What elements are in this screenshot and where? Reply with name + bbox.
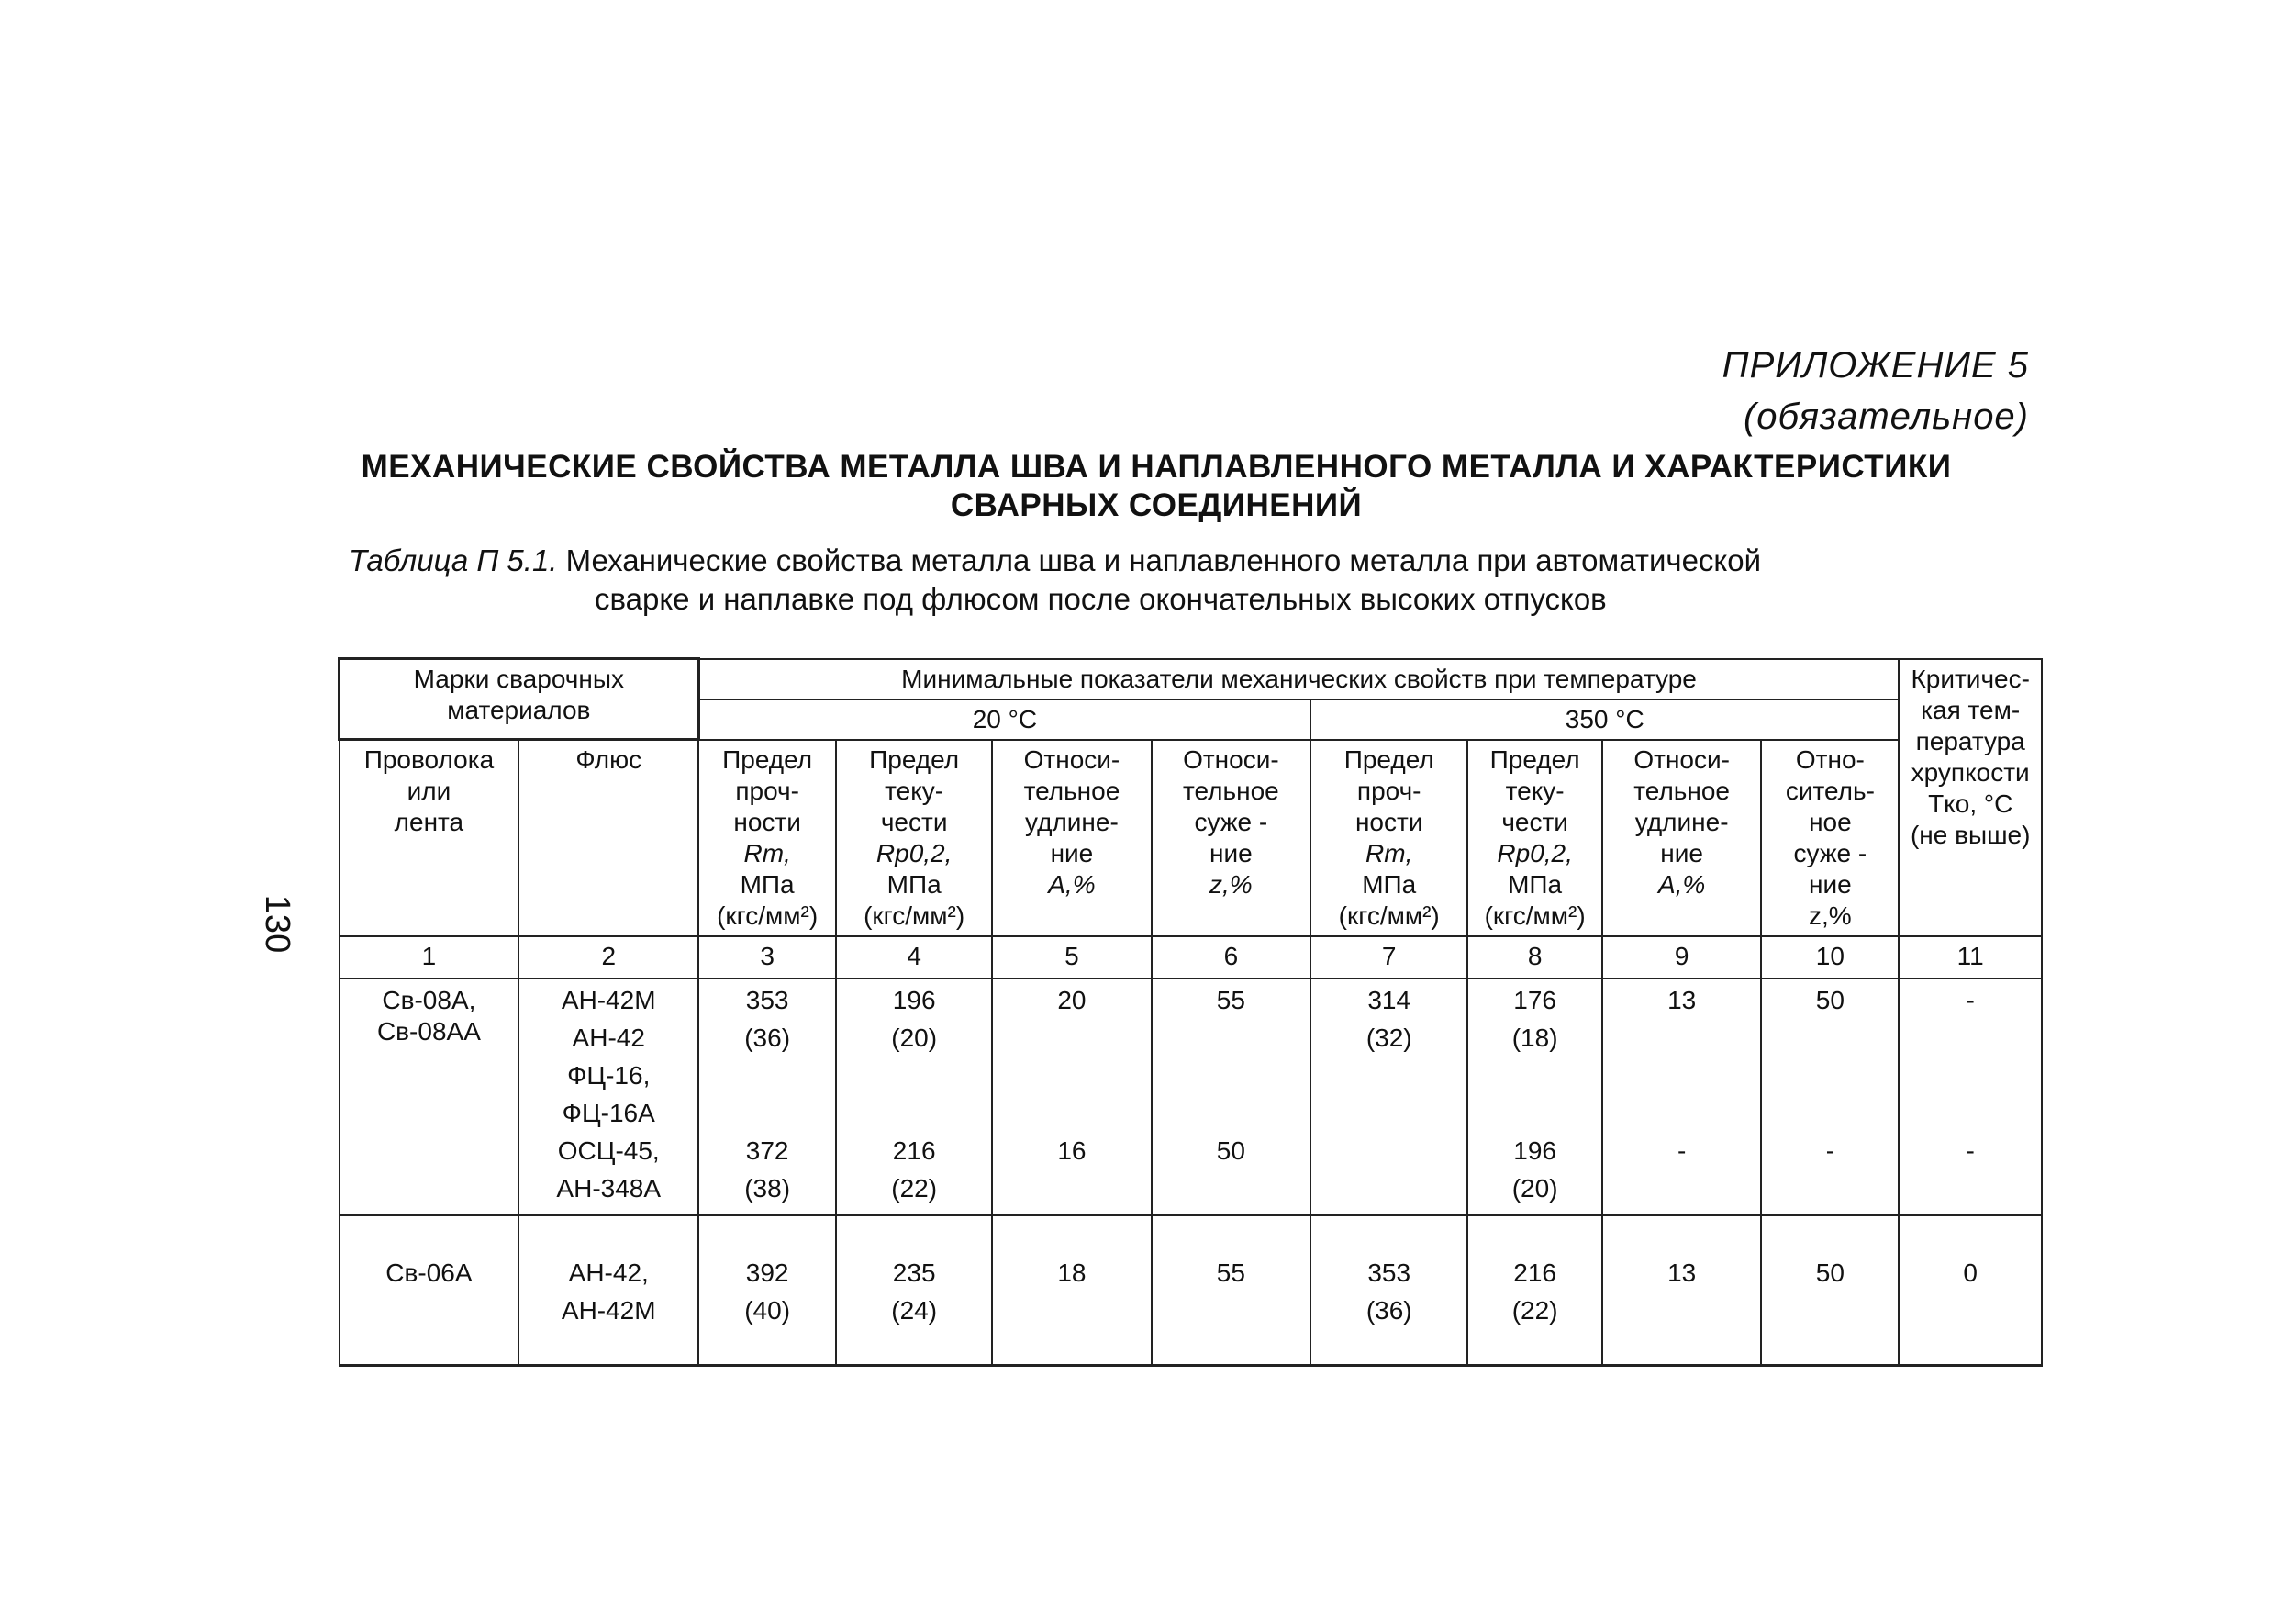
cell-elongation-350: 13 xyxy=(1602,1215,1761,1366)
header-strength-20: Предел проч- ности Rm, МПа (кгс/мм²) xyxy=(698,740,836,936)
cell-strength-20: 353 (36) 372 (38) xyxy=(698,979,836,1215)
header-flux: Флюс xyxy=(518,740,698,936)
cell-elongation-350: 13 - xyxy=(1602,979,1761,1215)
cell-yield-350: 216 (22) xyxy=(1467,1215,1602,1366)
column-number: 4 xyxy=(836,936,992,979)
header-strength-350: Предел проч- ности Rm, МПа (кгс/мм²) xyxy=(1310,740,1467,936)
header-temp-20: 20 °С xyxy=(698,699,1310,740)
cell-strength-350: 353 (36) xyxy=(1310,1215,1467,1366)
appendix-number: ПРИЛОЖЕНИЕ 5 xyxy=(1722,345,2029,386)
table-caption xyxy=(349,542,2001,619)
header-min-properties: Минимальные показатели механических свойств при температуре xyxy=(698,659,1899,699)
cell-strength-350: 314 (32) xyxy=(1310,979,1467,1215)
header-wire: Проволока или лента xyxy=(340,740,519,936)
table-caption-label: Таблица П 5.1. xyxy=(349,543,558,577)
page-title-line1: МЕХАНИЧЕСКИЕ СВОЙСТВА МЕТАЛЛА ШВА И НАПЛАВЛЕННОГО МЕТАЛЛА И ХАРАКТЕРИСТИКИ xyxy=(361,449,1952,485)
header-critical-temperature: Критичес- кая тем- пература хрупкости Tко, °С (не выше) xyxy=(1899,659,2042,936)
header-materials: Марки сварочных материалов xyxy=(340,659,699,740)
column-number: 8 xyxy=(1467,936,1602,979)
column-number-row xyxy=(340,936,2043,979)
page-title-line2: СВАРНЫХ СОЕДИНЕНИЙ xyxy=(950,487,1363,523)
cell-critical-temp: 0 xyxy=(1899,1215,2042,1366)
mechanical-properties-table xyxy=(338,657,2043,1367)
column-number: 9 xyxy=(1602,936,1761,979)
column-number: 7 xyxy=(1310,936,1467,979)
column-number: 1 xyxy=(340,936,519,979)
cell-critical-temp: - - xyxy=(1899,979,2042,1215)
header-temp-350: 350 °С xyxy=(1310,699,1899,740)
header-contraction-350: Отно- ситель- ное суже - ние z,% xyxy=(1761,740,1899,936)
appendix-heading xyxy=(1722,340,2029,442)
header-contraction-20: Относи- тельное суже - ние z,% xyxy=(1152,740,1310,936)
cell-wire: Св-08А, Св-08АА xyxy=(340,979,519,1215)
column-number: 3 xyxy=(698,936,836,979)
table-row xyxy=(340,979,2043,1215)
table-row xyxy=(340,1215,2043,1366)
cell-contraction-350: 50 - xyxy=(1761,979,1899,1215)
cell-flux: АН-42, АН-42М xyxy=(518,1215,698,1366)
page-number: 130 xyxy=(258,894,297,954)
page-title xyxy=(275,448,2037,525)
column-number: 5 xyxy=(992,936,1151,979)
table-caption-line1: Механические свойства металла шва и наплавленного металла при автоматической xyxy=(557,543,1762,577)
cell-yield-20: 235 (24) xyxy=(836,1215,992,1366)
column-number: 2 xyxy=(518,936,698,979)
header-elongation-20: Относи- тельное удлине- ние A,% xyxy=(992,740,1151,936)
cell-flux: АН-42М АН-42 ФЦ-16, ФЦ-16А ОСЦ-45, АН-348А xyxy=(518,979,698,1215)
cell-wire: Св-06А xyxy=(340,1215,519,1366)
cell-contraction-20: 55 50 xyxy=(1152,979,1310,1215)
column-number: 10 xyxy=(1761,936,1899,979)
table-caption-line2: сварке и наплавке под флюсом после окончательных высоких отпусков xyxy=(595,582,1607,616)
column-number: 11 xyxy=(1899,936,2042,979)
cell-elongation-20: 18 xyxy=(992,1215,1151,1366)
cell-elongation-20: 20 16 xyxy=(992,979,1151,1215)
cell-yield-20: 196 (20) 216 (22) xyxy=(836,979,992,1215)
column-number: 6 xyxy=(1152,936,1310,979)
cell-contraction-20: 55 xyxy=(1152,1215,1310,1366)
cell-yield-350: 176 (18) 196 (20) xyxy=(1467,979,1602,1215)
header-yield-20: Предел теку- чести Rp0,2, МПа (кгс/мм²) xyxy=(836,740,992,936)
cell-contraction-350: 50 xyxy=(1761,1215,1899,1366)
cell-strength-20: 392 (40) xyxy=(698,1215,836,1366)
header-yield-350: Предел теку- чести Rp0,2, МПа (кгс/мм²) xyxy=(1467,740,1602,936)
appendix-status: (обязательное) xyxy=(1743,397,2029,437)
header-elongation-350: Относи- тельное удлине- ние A,% xyxy=(1602,740,1761,936)
